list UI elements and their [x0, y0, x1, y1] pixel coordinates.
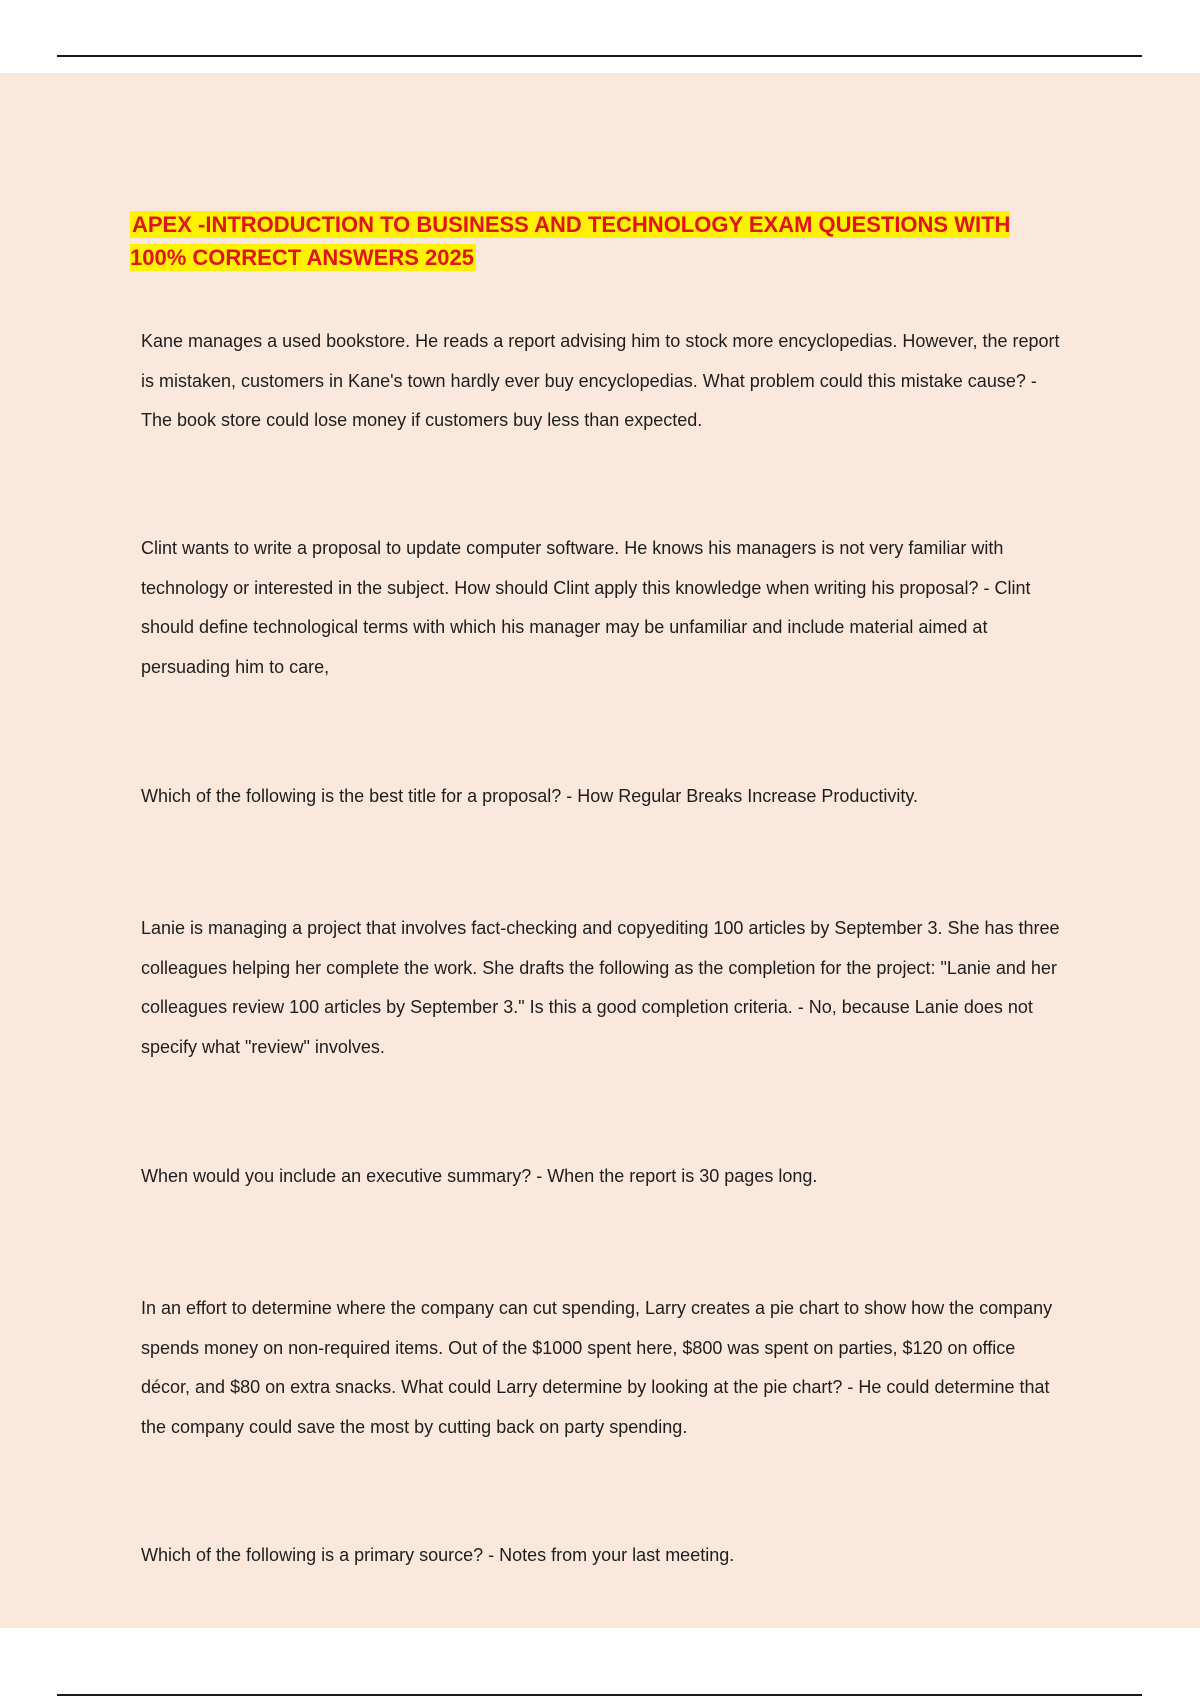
document-title [130, 208, 1070, 274]
bottom-rule [57, 1694, 1142, 1696]
top-rule [57, 55, 1142, 57]
question-answer-6: In an effort to determine where the company can cut spending, Larry creates a pie chart to show how the company spends money on non-required items. Out of the $1000 spent here, $800 was spent on parties, $120 on office décor, and $80 on extra snacks. What could Larry determine by looking at the pie chart? - He could determine that the company could save the most by cutting back on party spending. [141, 1298, 1053, 1437]
question-answer-5: When would you include an executive summary? - When the report is 30 pages long. [141, 1166, 818, 1186]
question-answer-7: Which of the following is a primary source? - Notes from your last meeting. [141, 1545, 735, 1565]
question-answer-1: Kane manages a used bookstore. He reads a report advising him to stock more encyclopedias. However, the report is mistaken, customers in Kane's town hardly ever buy encyclopedias. What problem could this mistake cause? - The book store could lose money if customers buy less than expected. [141, 331, 1060, 430]
question-answer-2: Clint wants to write a proposal to update computer software. He knows his managers is not very familiar with technology or interested in the subject. How should Clint apply this knowledge when writing his proposal? - Clint should define technological terms with which his manager may be unfamiliar and include material aimed at persuading him to care, [141, 538, 1031, 677]
document-title-highlight: APEX -INTRODUCTION TO BUSINESS AND TECHNOLOGY EXAM QUESTIONS WITH 100% CORRECT ANSWERS 2025 [130, 212, 1011, 270]
question-answer-3: Which of the following is the best title for a proposal? - How Regular Breaks Increase Productivity. [141, 786, 919, 806]
question-answer-4: Lanie is managing a project that involves fact-checking and copyediting 100 articles by September 3. She has three colleagues helping her complete the work. She drafts the following as the completion for the project: "Lanie and her colleagues review 100 articles by September 3." Is this a good completion criteria. - No, because Lanie does not specify what "review" involves. [141, 918, 1060, 1057]
